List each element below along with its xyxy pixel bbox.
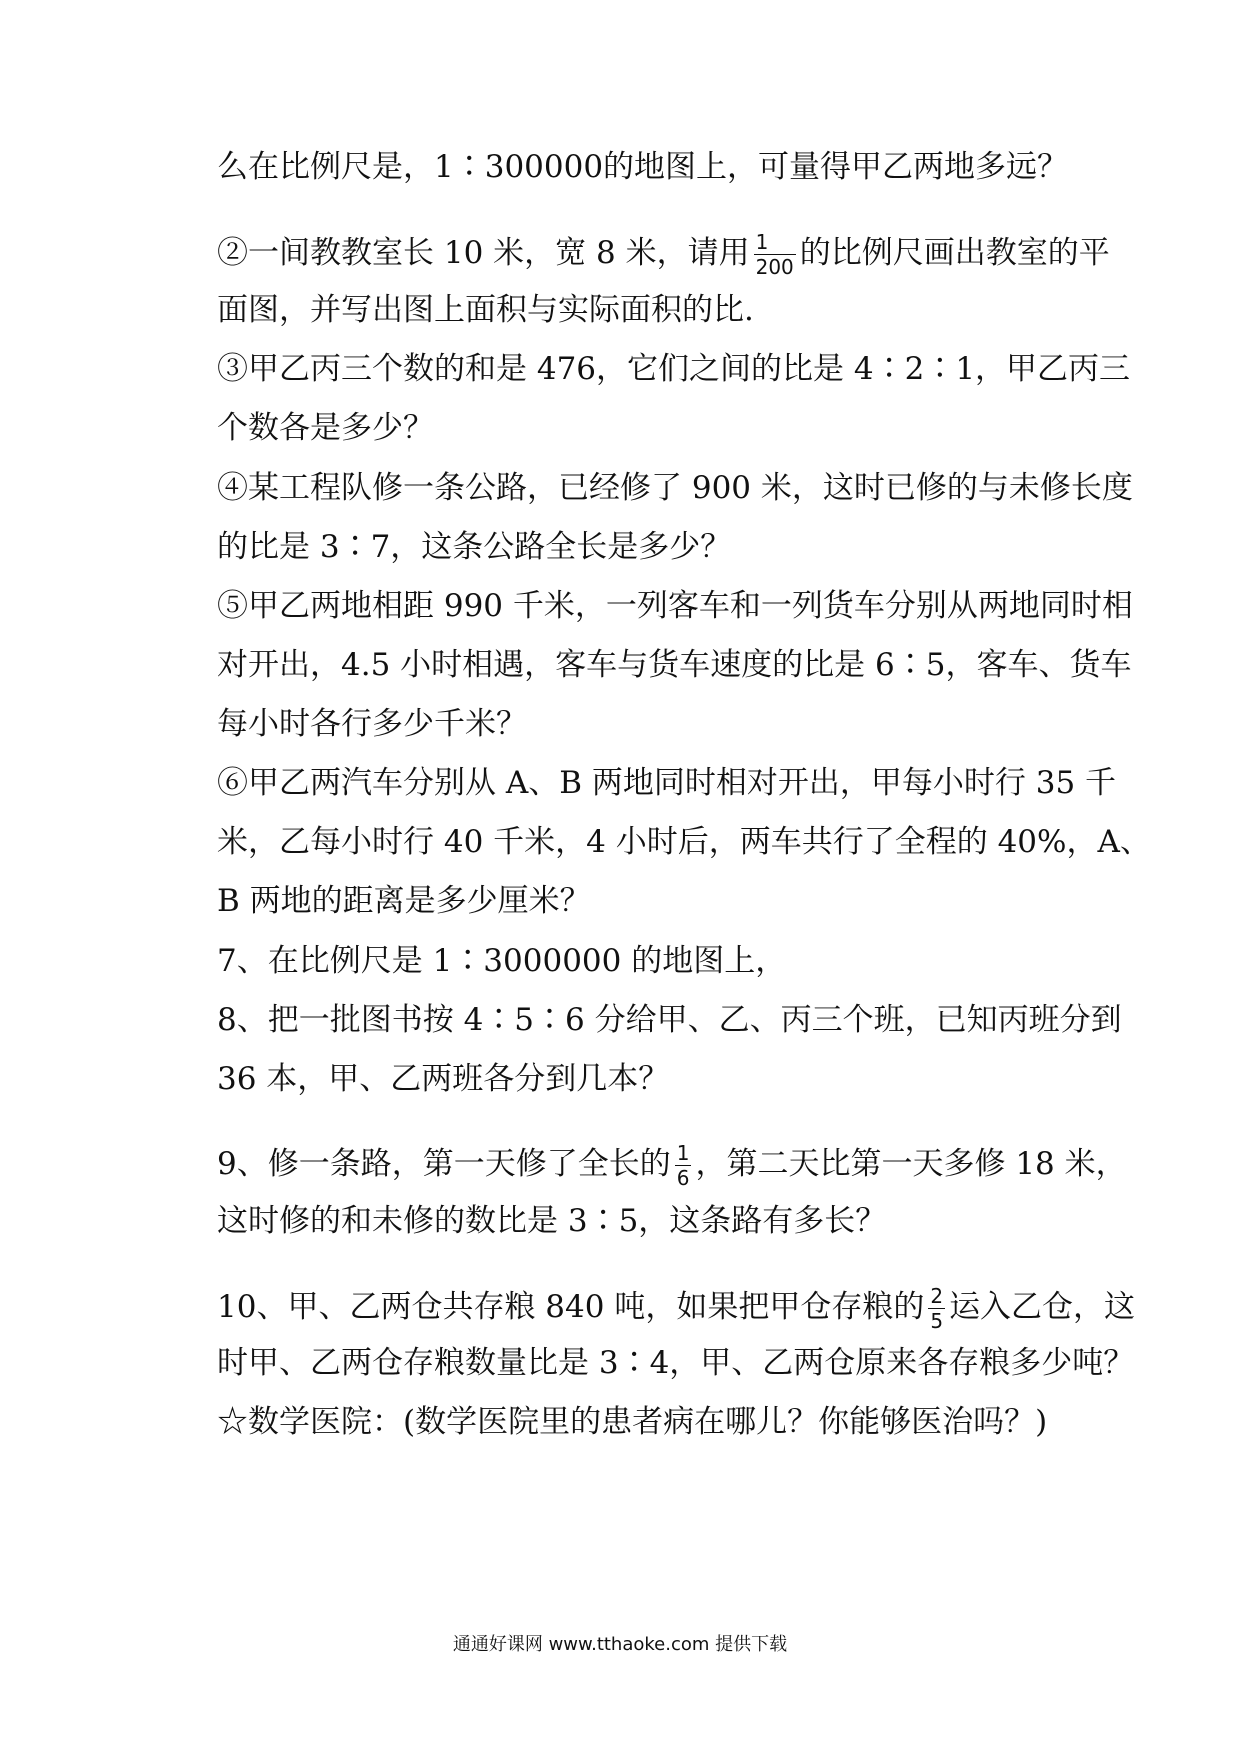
text-line: 对开出，4.5 小时相遇，客车与货车速度的比是 6∶5，客车、货车	[217, 647, 1132, 683]
text-line: ③甲乙丙三个数的和是 476，它们之间的比是 4∶2∶1，甲乙丙三	[217, 351, 1131, 387]
text-line: 么在比例尺是，1∶300000的地图上，可量得甲乙两地多远？	[217, 149, 1069, 185]
fraction	[675, 1141, 692, 1190]
text-line: B 两地的距离是多少厘米？	[217, 883, 591, 919]
text-span: ②一间教教室长 10 米，宽 8 米，请用	[217, 235, 750, 271]
text-line: 这时修的和未修的数比是 3∶5，这条路有多长？	[217, 1203, 887, 1239]
text-span: 的比例尺画出教室的平	[799, 235, 1110, 271]
problem-10-line	[217, 1284, 1136, 1333]
fraction-numerator: 1	[676, 1141, 690, 1165]
text-span: 9、修一条路，第一天修了全长的	[217, 1146, 671, 1182]
text-line: ⑥甲乙两汽车分别从 A、B 两地同时相对开出，甲每小时行 35 千	[217, 765, 1117, 801]
fraction-denominator: 6	[676, 1166, 690, 1190]
text-span: ，第二天比第一天多修 18 米，	[695, 1146, 1127, 1182]
text-line: 时甲、乙两仓存粮数量比是 3∶4，甲、乙两仓原来各存粮多少吨？	[217, 1345, 1135, 1381]
text-line: 8、把一批图书按 4∶5∶6 分给甲、乙、丙三个班，已知丙班分到	[217, 1002, 1122, 1038]
text-line: 每小时各行多少千米？	[217, 706, 527, 742]
text-line: 36 本，甲、乙两班各分到几本？	[217, 1061, 670, 1097]
problem-2-line	[217, 230, 1110, 279]
text-line: 面图，并写出图上面积与实际面积的比.	[217, 292, 754, 328]
fraction-denominator: 5	[930, 1309, 944, 1333]
text-line: 米，乙每小时行 40 千米，4 小时后，两车共行了全程的 40%，A、	[217, 824, 1151, 860]
text-line: ⑤甲乙两地相距 990 千米，一列客车和一列货车分别从两地同时相	[217, 588, 1133, 624]
fraction-numerator: 1	[755, 230, 769, 254]
text-line: 个数各是多少？	[217, 410, 434, 446]
fraction	[928, 1284, 945, 1333]
text-line: 7、在比例尺是 1∶3000000 的地图上，	[217, 943, 787, 979]
text-span: 运入乙仓，这	[949, 1289, 1136, 1325]
problem-9-line	[217, 1141, 1127, 1190]
text-line: ☆数学医院：(数学医院里的患者病在哪儿？你能够医治吗？)	[217, 1404, 1048, 1440]
page-footer: 通通好课网 www.tthaoke.com 提供下载	[452, 1634, 788, 1655]
fraction-numerator: 2	[930, 1284, 944, 1308]
text-line: 的比是 3∶7，这条公路全长是多少？	[217, 529, 732, 565]
text-span: 10、甲、乙两仓共存粮 840 吨，如果把甲仓存粮的	[217, 1289, 925, 1325]
fraction	[754, 230, 796, 279]
text-line: ④某工程队修一条公路，已经修了 900 米，这时已修的与未修长度	[217, 470, 1133, 506]
fraction-denominator: 200	[755, 255, 794, 279]
